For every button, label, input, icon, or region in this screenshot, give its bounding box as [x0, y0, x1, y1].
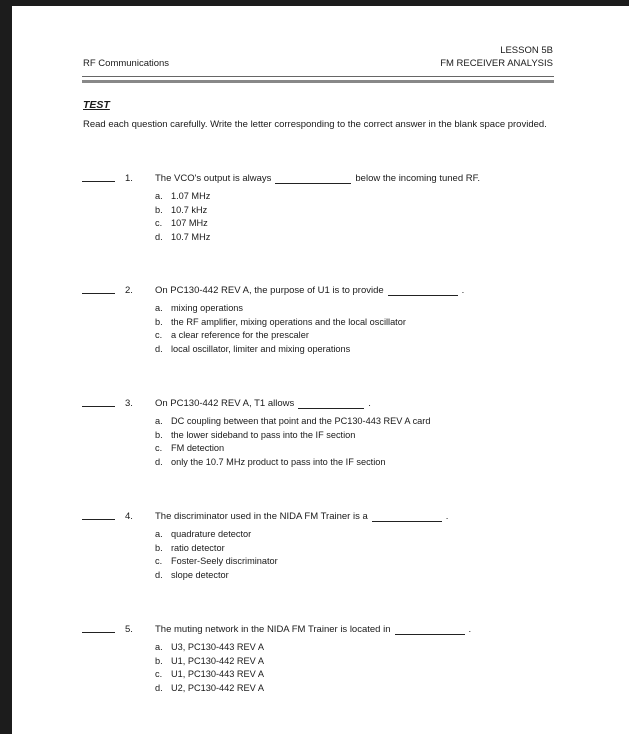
option-letter: c.: [155, 330, 163, 340]
option-text: local oscillator, limiter and mixing operations: [171, 343, 351, 354]
options-list: [155, 641, 264, 695]
stem-after: .: [468, 624, 472, 635]
question-stem: [155, 398, 371, 409]
option-letter: d.: [155, 569, 163, 580]
stem-fill-line: [395, 634, 465, 635]
options-list: [155, 190, 210, 244]
question-number: 5.: [125, 624, 133, 635]
option-letter: b.: [155, 429, 163, 440]
option-letter: c.: [155, 218, 163, 228]
option-d: [155, 231, 210, 245]
option-text: quadrature detector: [171, 529, 252, 539]
option-c: [155, 217, 210, 231]
option-d: [155, 682, 264, 696]
course-title: RF Communications: [83, 58, 170, 69]
question-stem: [155, 624, 471, 635]
options-list: [155, 528, 278, 582]
option-text: 10.7 MHz: [171, 231, 211, 242]
answer-blank[interactable]: [82, 406, 115, 407]
answer-blank[interactable]: [82, 519, 115, 520]
option-b: [155, 655, 264, 669]
option-letter: a.: [155, 416, 163, 426]
option-a: [155, 302, 406, 316]
option-letter: a.: [155, 191, 163, 201]
stem-after: below the incoming tuned RF.: [355, 173, 481, 184]
stem-after: .: [368, 398, 371, 409]
option-text: Foster-Seely discriminator: [171, 556, 278, 566]
options-list: [155, 302, 406, 356]
stem-fill-line: [275, 183, 351, 184]
options-list: [155, 415, 430, 469]
option-c: [155, 668, 264, 682]
header-rule-thin: [82, 76, 554, 77]
option-letter: a.: [155, 529, 163, 539]
option-b: [155, 316, 406, 330]
option-b: [155, 542, 278, 556]
option-a: [155, 641, 264, 655]
option-a: [155, 415, 430, 429]
option-text: slope detector: [171, 569, 229, 580]
option-a: [155, 190, 210, 204]
option-a: [155, 528, 278, 542]
option-letter: b.: [155, 542, 163, 553]
option-d: [155, 456, 430, 470]
option-text: 107 MHz: [171, 218, 208, 228]
stem-after: .: [461, 285, 465, 296]
instructions: Read each question carefully. Write the letter corresponding to the correct answer in the blank space provided.: [83, 119, 547, 130]
header-rule-thick: [82, 80, 554, 83]
question-stem: [155, 511, 448, 522]
question-number: 4.: [125, 511, 133, 522]
option-text: a clear reference for the prescaler: [171, 330, 309, 340]
stem-fill-line: [372, 521, 442, 522]
option-d: [155, 569, 278, 583]
option-letter: b.: [155, 204, 163, 215]
document-page: [12, 6, 629, 734]
option-letter: d.: [155, 343, 163, 354]
stem-fill-line: [298, 408, 364, 409]
option-text: 1.07 MHz: [171, 191, 211, 201]
lesson-number: LESSON 5B: [500, 45, 553, 56]
answer-blank[interactable]: [82, 181, 115, 182]
option-text: U1, PC130-443 REV A: [171, 669, 264, 679]
option-letter: c.: [155, 443, 163, 453]
option-text: U1, PC130-442 REV A: [171, 655, 264, 666]
option-letter: d.: [155, 682, 163, 693]
option-letter: b.: [155, 316, 163, 327]
option-b: [155, 429, 430, 443]
stem-before: The muting network in the NIDA FM Trainer is located in: [155, 624, 391, 635]
option-letter: c.: [155, 556, 163, 566]
lesson-subject: FM RECEIVER ANALYSIS: [440, 58, 553, 69]
option-letter: d.: [155, 456, 163, 467]
option-d: [155, 343, 406, 357]
answer-blank[interactable]: [82, 632, 115, 633]
question-number: 3.: [125, 398, 133, 409]
option-text: U3, PC130-443 REV A: [171, 642, 264, 652]
option-letter: a.: [155, 303, 163, 313]
stem-before: On PC130-442 REV A, the purpose of U1 is to provide: [155, 285, 384, 296]
option-letter: c.: [155, 669, 163, 679]
stem-after: .: [445, 511, 449, 522]
answer-blank[interactable]: [82, 293, 115, 294]
stem-before: The discriminator used in the NIDA FM Trainer is a: [155, 511, 368, 522]
option-text: FM detection: [171, 443, 225, 453]
option-c: [155, 329, 406, 343]
option-text: DC coupling between that point and the PC130-443 REV A card: [171, 416, 431, 426]
question-number: 1.: [125, 173, 133, 184]
lesson-header: [440, 44, 553, 70]
option-text: the RF amplifier, mixing operations and the local oscillator: [171, 316, 406, 327]
option-text: the lower sideband to pass into the IF section: [171, 429, 356, 440]
section-title: TEST: [83, 99, 110, 111]
question-stem: [155, 173, 480, 184]
option-text: U2, PC130-442 REV A: [171, 682, 264, 693]
question-number: 2.: [125, 285, 133, 296]
stem-before: On PC130-442 REV A, T1 allows: [155, 398, 295, 409]
option-letter: b.: [155, 655, 163, 666]
option-c: [155, 442, 430, 456]
option-text: mixing operations: [171, 303, 244, 313]
option-text: 10.7 kHz: [171, 204, 208, 215]
option-text: ratio detector: [171, 542, 225, 553]
option-c: [155, 555, 278, 569]
stem-before: The VCO's output is always: [155, 173, 272, 184]
option-b: [155, 204, 210, 218]
question-stem: [155, 285, 464, 296]
option-text: only the 10.7 MHz product to pass into the IF section: [171, 456, 386, 467]
option-letter: a.: [155, 642, 163, 652]
stem-fill-line: [388, 295, 458, 296]
option-letter: d.: [155, 231, 163, 242]
